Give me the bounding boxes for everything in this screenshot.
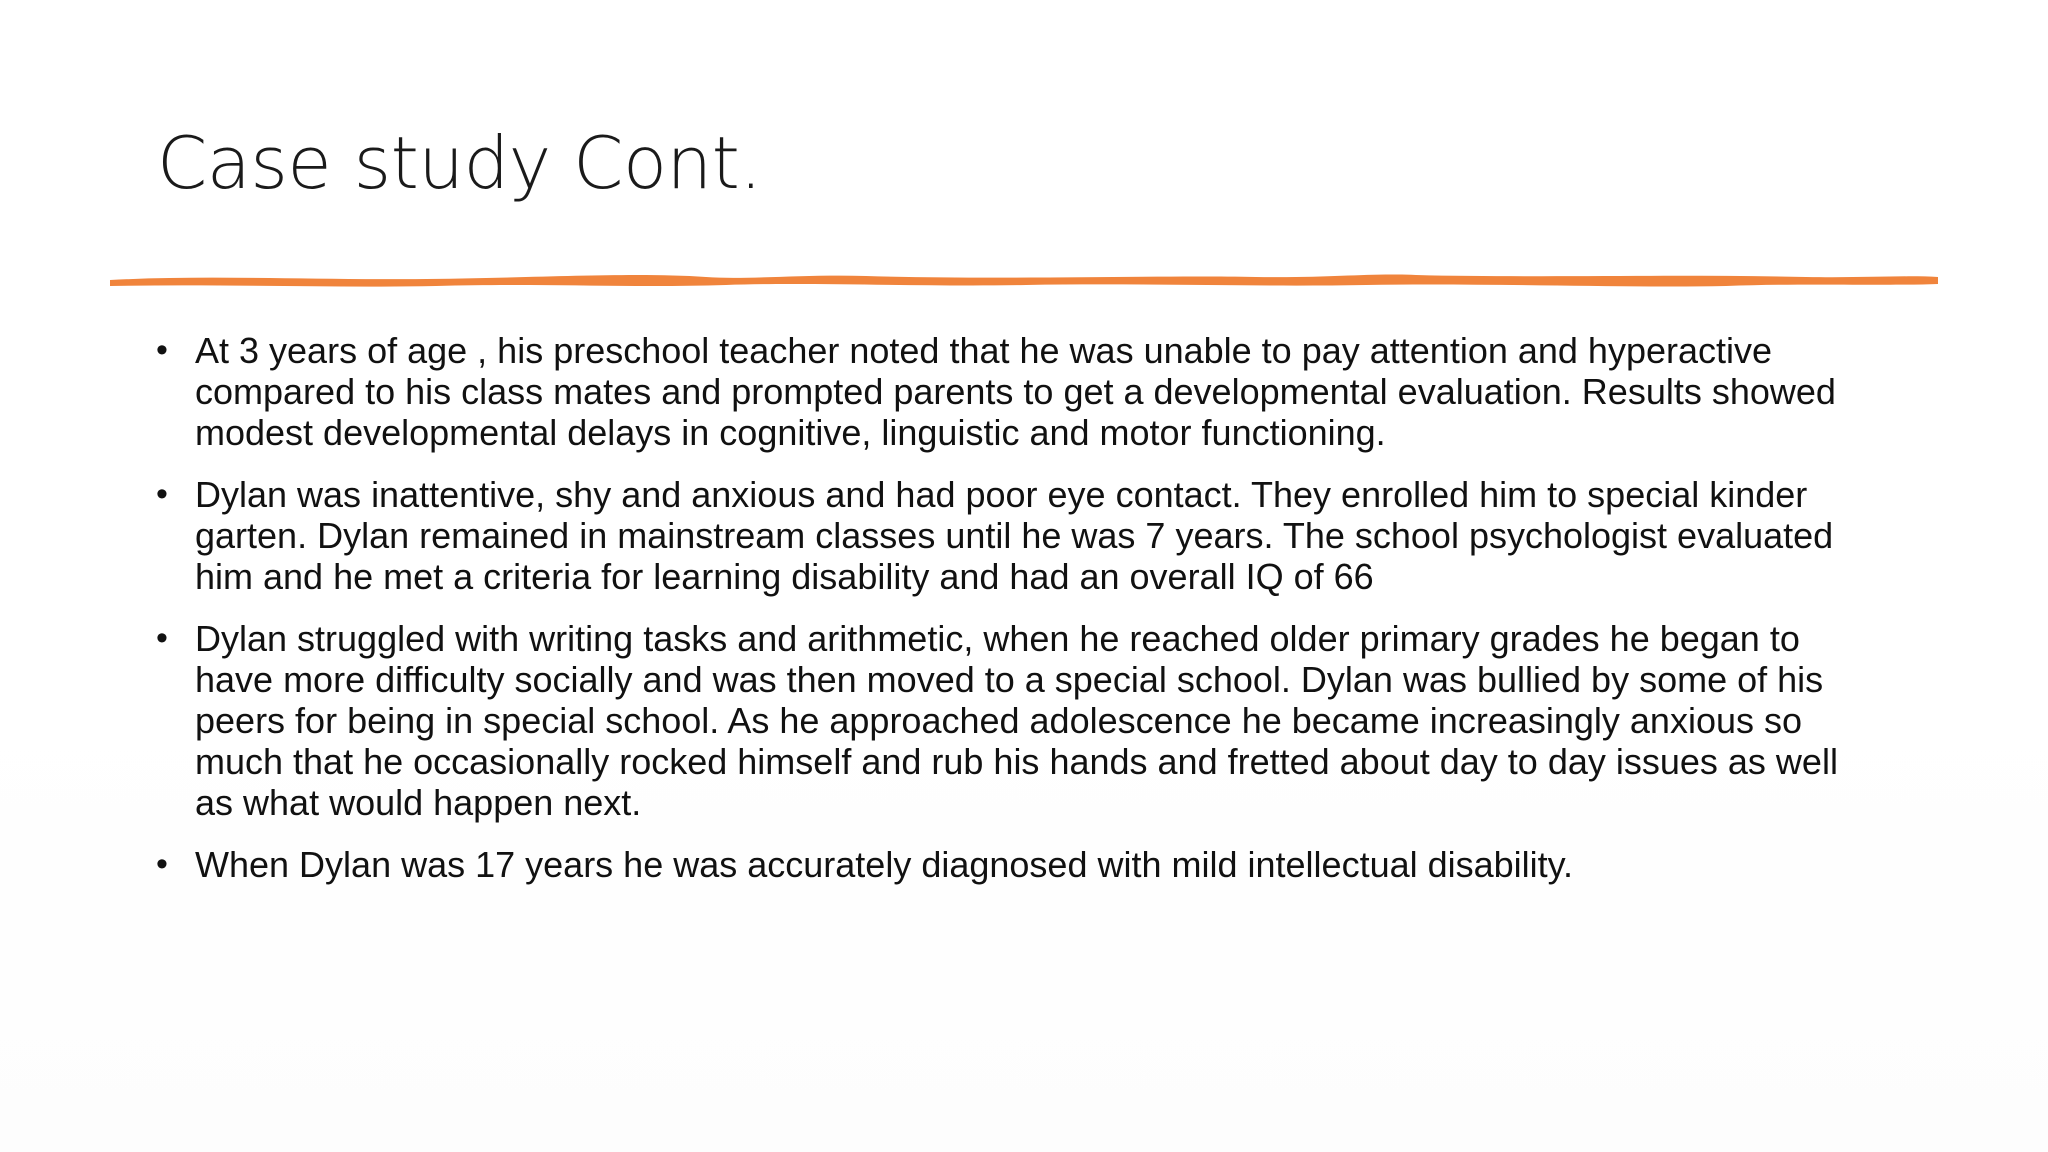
- bullet-list: [153, 330, 1873, 906]
- bullet-text: Dylan struggled with writing tasks and arithmetic, when he reached older primary grades he began to have more difficulty socially and was then moved to a special school. Dylan was bullied by some of his peers for being in special school. As he approached adolescence he became increasingly anxious so much that he occasionally rocked himself and rub his hands and fretted about day to day issues as well as what would happen next.: [195, 618, 1838, 823]
- title-underline-brush-stroke: [106, 268, 1942, 296]
- bullet-marker: •: [156, 845, 168, 883]
- brush-stroke-path: [110, 275, 1938, 287]
- bullet-text: At 3 years of age , his preschool teacher noted that he was unable to pay attention and hyperactive compared to his class mates and prompted parents to get a developmental evaluation. Results showed modest developmental delays in cognitive, linguistic and motor functioning.: [195, 330, 1836, 453]
- bullet-item: [153, 618, 1873, 823]
- bullet-item: [153, 844, 1873, 885]
- bullet-item: [153, 330, 1873, 453]
- slide-title: Case study Cont.: [157, 121, 762, 205]
- bullet-item: [153, 474, 1873, 597]
- bullet-text: Dylan was inattentive, shy and anxious and had poor eye contact. They enrolled him to special kinder garten. Dylan remained in mainstream classes until he was 7 years. The school psychologist evaluated him and he met a criteria for learning disability and had an overall IQ of 66: [195, 474, 1834, 597]
- bullet-marker: •: [156, 619, 168, 657]
- bullet-text: When Dylan was 17 years he was accurately diagnosed with mild intellectual disability.: [195, 844, 1574, 885]
- bullet-marker: •: [156, 331, 168, 369]
- bullet-marker: •: [156, 475, 168, 513]
